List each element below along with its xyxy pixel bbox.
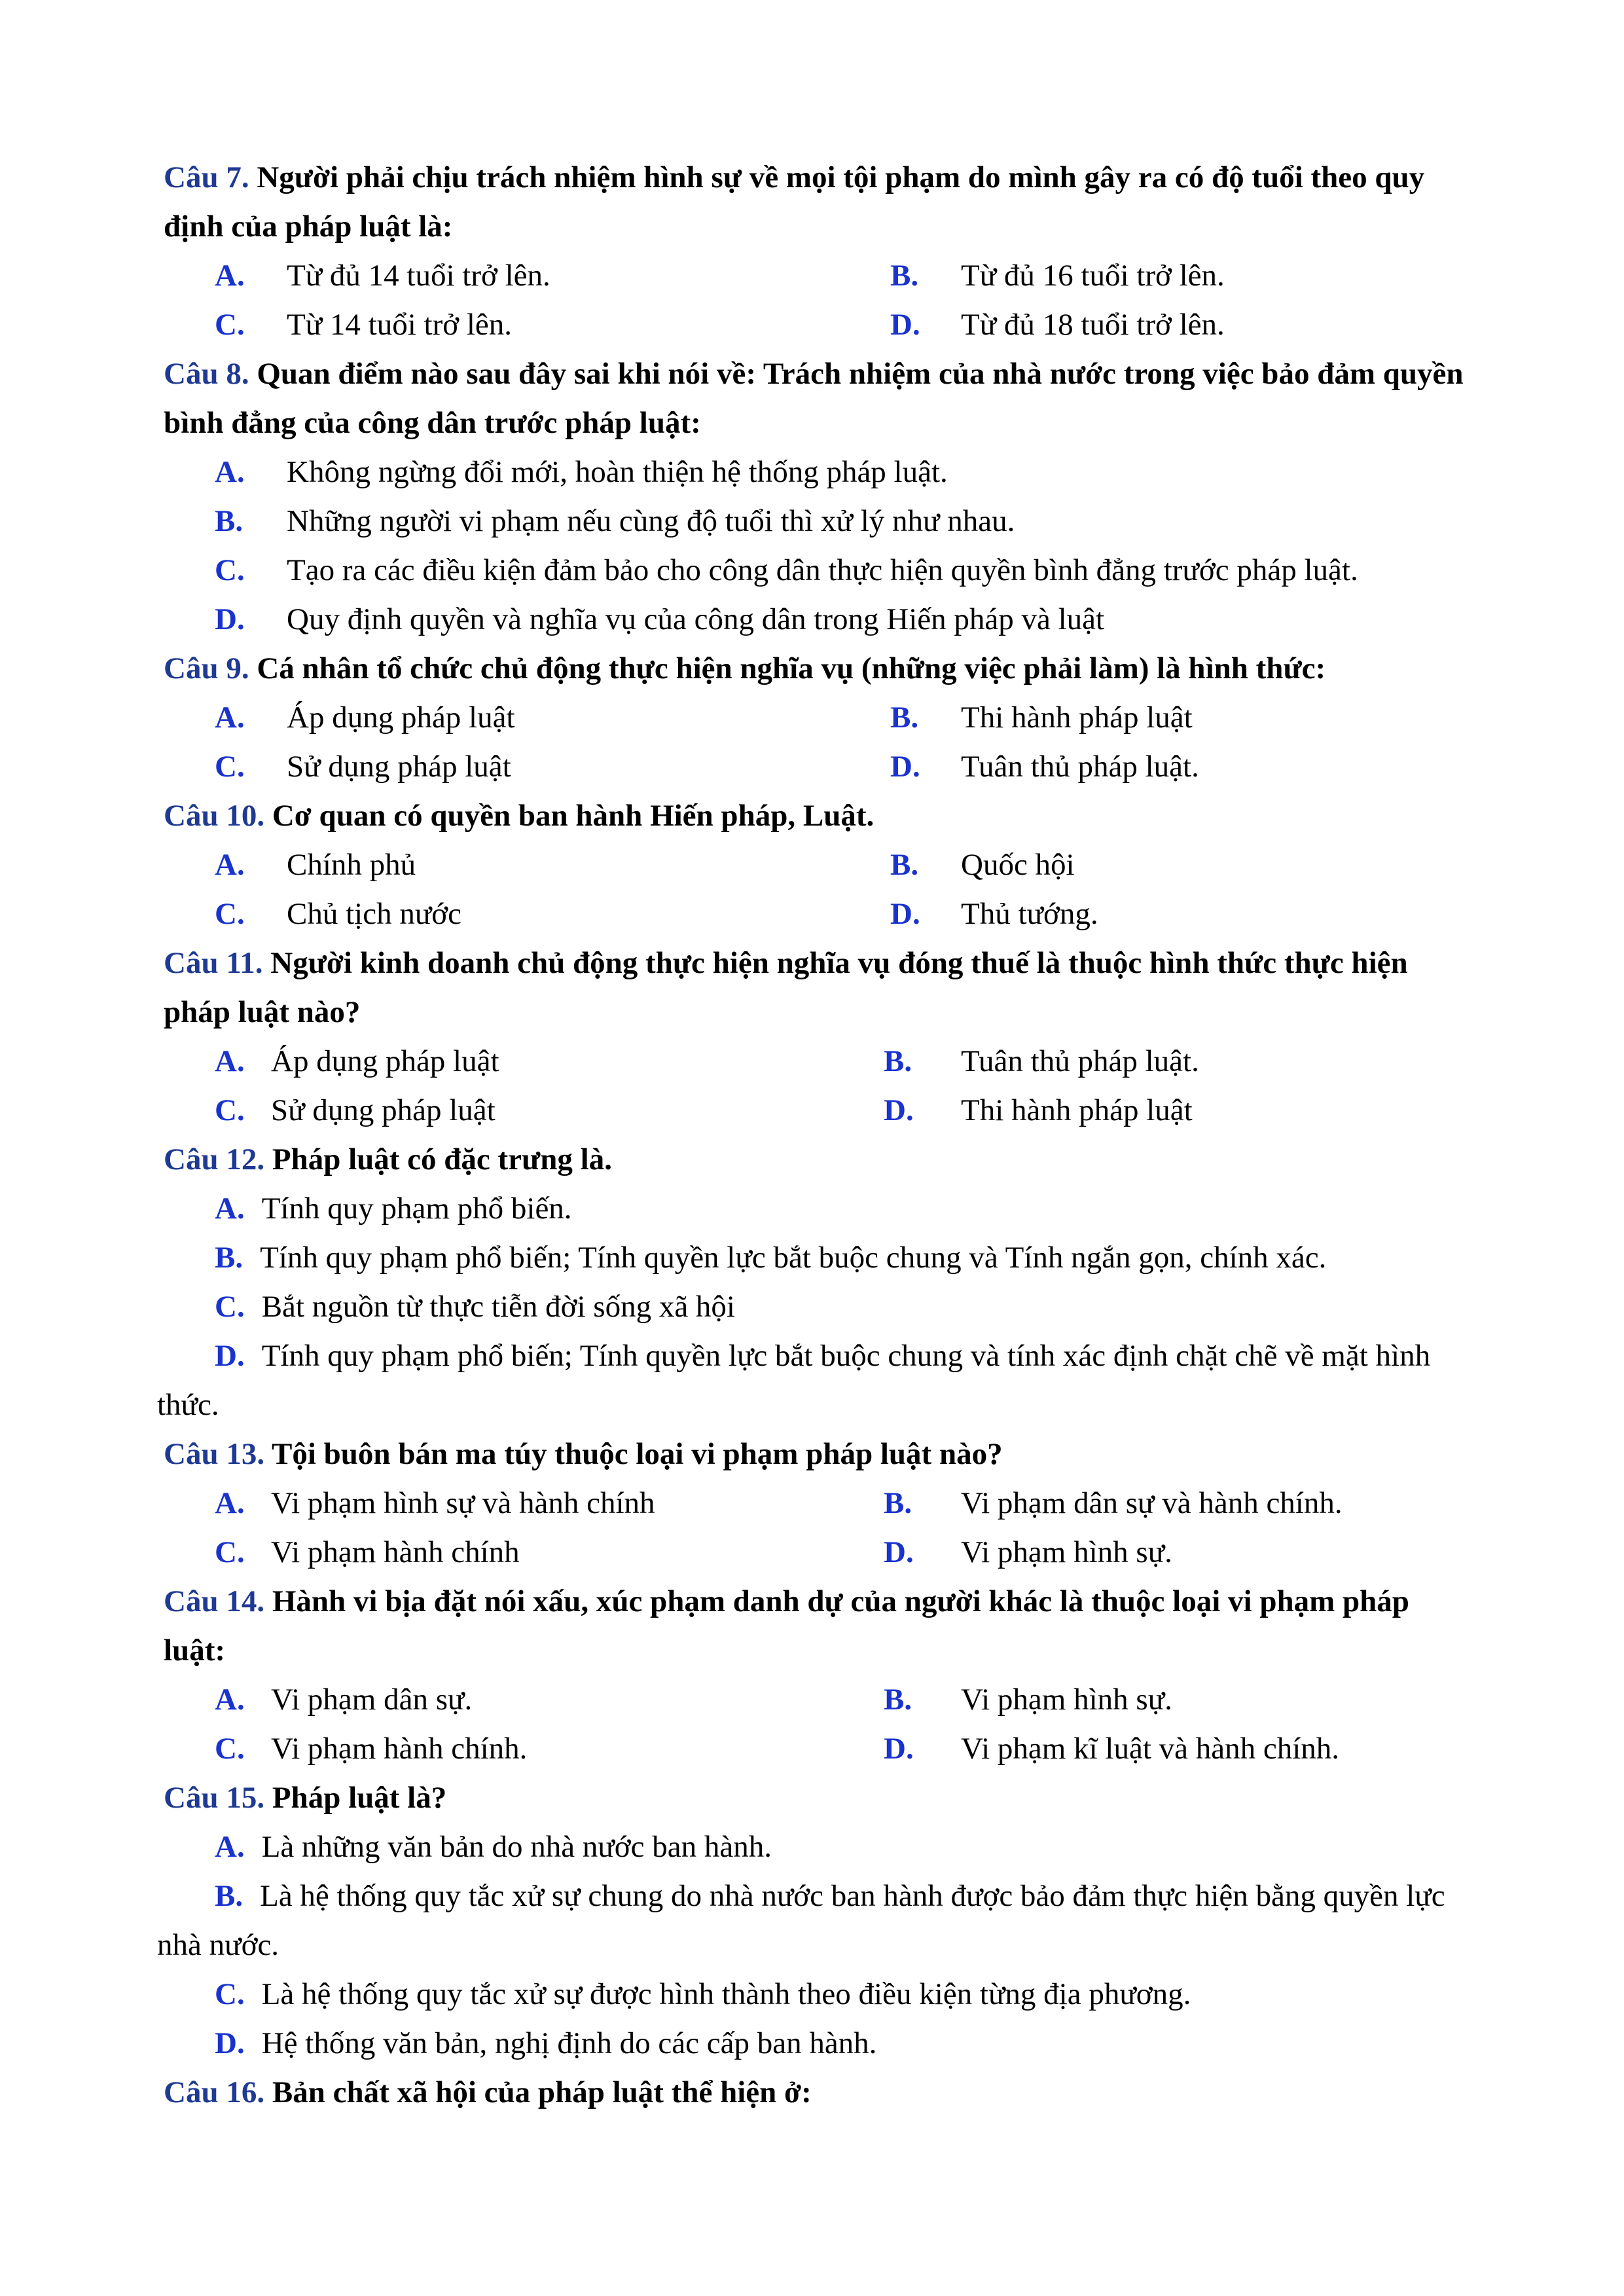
answer-option[interactable] bbox=[157, 2019, 1473, 2068]
option-text: Từ đủ 18 tuổi trở lên. bbox=[961, 308, 1225, 342]
answer-option[interactable] bbox=[157, 448, 1473, 497]
option-text: Từ 14 tuổi trở lên. bbox=[287, 308, 513, 342]
answer-option[interactable] bbox=[157, 1184, 1473, 1233]
question-block bbox=[157, 1430, 1473, 1577]
option-text: Là những văn bản do nhà nước ban hành. bbox=[261, 1830, 772, 1864]
option-text: Vi phạm hành chính. bbox=[271, 1732, 528, 1766]
option-text: Quốc hội bbox=[961, 848, 1075, 882]
option-letter: D. bbox=[884, 1535, 914, 1569]
option-letter: C. bbox=[215, 1093, 245, 1127]
option-text: Quy định quyền và nghĩa vụ của công dân trong Hiến pháp và luật bbox=[287, 602, 1105, 636]
option-row bbox=[157, 1037, 1473, 1086]
question-text: Pháp luật có đặc trưng là. bbox=[264, 1142, 612, 1176]
option-text: Tuân thủ pháp luật. bbox=[961, 750, 1199, 784]
option-text: Những người vi phạm nếu cùng độ tuổi thì xử lý như nhau. bbox=[287, 504, 1015, 538]
question-number: Câu 7. bbox=[164, 160, 249, 194]
answer-option[interactable] bbox=[157, 546, 1473, 595]
option-text: Vi phạm hành chính bbox=[271, 1535, 520, 1569]
option-text: Chính phủ bbox=[287, 848, 416, 882]
option-text: Thi hành pháp luật bbox=[961, 1093, 1193, 1127]
option-letter: C. bbox=[215, 1732, 245, 1766]
option-text: Vi phạm hình sự và hành chính bbox=[271, 1486, 655, 1520]
question-number: Câu 13. bbox=[164, 1437, 265, 1471]
option-text: Vi phạm dân sự. bbox=[271, 1683, 473, 1717]
question-block bbox=[157, 153, 1473, 350]
option-text: Sử dụng pháp luật bbox=[287, 750, 511, 784]
option-letter: B. bbox=[890, 848, 919, 882]
option-letter: A. bbox=[215, 1486, 245, 1520]
option-row bbox=[157, 1086, 1473, 1135]
option-row bbox=[157, 841, 1473, 890]
option-letter: B. bbox=[215, 1241, 244, 1275]
option-letter: C. bbox=[215, 897, 245, 931]
option-letter: B. bbox=[884, 1486, 912, 1520]
question-number: Câu 11. bbox=[164, 946, 263, 980]
option-letter: A. bbox=[215, 1830, 245, 1864]
question-stem bbox=[157, 1430, 1473, 1479]
option-text: Vi phạm hình sự. bbox=[961, 1683, 1172, 1717]
option-letter: D. bbox=[890, 897, 920, 931]
question-block bbox=[157, 792, 1473, 939]
question-block bbox=[157, 1774, 1473, 2068]
option-letter: B. bbox=[890, 701, 919, 735]
option-text: Từ đủ 16 tuổi trở lên. bbox=[961, 259, 1225, 293]
option-letter: A. bbox=[215, 1683, 245, 1717]
question-block bbox=[157, 1135, 1473, 1430]
option-letter: D. bbox=[890, 750, 920, 784]
question-text: Hành vi bịa đặt nói xấu, xúc phạm danh dự của người khác là thuộc loại vi phạm pháp luật: bbox=[164, 1584, 1409, 1667]
option-text: Thủ tướng. bbox=[961, 897, 1098, 931]
option-letter: D. bbox=[215, 602, 245, 636]
question-text: Cá nhân tổ chức chủ động thực hiện nghĩa vụ (những việc phải làm) là hình thức: bbox=[249, 651, 1326, 685]
option-letter: B. bbox=[215, 504, 244, 538]
option-text: Sử dụng pháp luật bbox=[271, 1093, 496, 1127]
option-letter: D. bbox=[884, 1093, 914, 1127]
question-stem bbox=[157, 1774, 1473, 1823]
option-letter: C. bbox=[215, 308, 245, 342]
answer-option[interactable] bbox=[157, 1233, 1473, 1283]
question-stem bbox=[157, 153, 1473, 251]
option-row bbox=[157, 251, 1473, 301]
answer-option[interactable] bbox=[157, 497, 1473, 546]
option-text: Tạo ra các điều kiện đảm bảo cho công dân thực hiện quyền bình đẳng trước pháp luật. bbox=[287, 553, 1358, 587]
option-letter: C. bbox=[215, 1535, 245, 1569]
question-number: Câu 9. bbox=[164, 651, 249, 685]
question-block bbox=[157, 350, 1473, 644]
option-text: Chủ tịch nước bbox=[287, 897, 462, 931]
question-stem bbox=[157, 1577, 1473, 1675]
option-letter: A. bbox=[215, 701, 245, 735]
option-letter: D. bbox=[890, 308, 920, 342]
question-text: Quan điểm nào sau đây sai khi nói về: Trách nhiệm của nhà nước trong việc bảo đảm quyền bình đẳng của công dân trước pháp luật: bbox=[164, 357, 1464, 440]
option-text: Là hệ thống quy tắc xử sự được hình thành theo điều kiện từng địa phương. bbox=[261, 1977, 1191, 2011]
question-text: Người phải chịu trách nhiệm hình sự về mọi tội phạm do mình gây ra có độ tuổi theo quy định của pháp luật là: bbox=[164, 160, 1425, 244]
option-text: Hệ thống văn bản, nghị định do các cấp ban hành. bbox=[261, 2026, 877, 2060]
option-letter: B. bbox=[890, 259, 919, 293]
question-text: Người kinh doanh chủ động thực hiện nghĩa vụ đóng thuế là thuộc hình thức thực hiện pháp luật nào? bbox=[164, 946, 1408, 1029]
option-letter: A. bbox=[215, 259, 245, 293]
option-row bbox=[157, 742, 1473, 792]
option-letter: B. bbox=[884, 1044, 912, 1078]
question-text: Cơ quan có quyền ban hành Hiến pháp, Luật. bbox=[264, 799, 875, 833]
question-number: Câu 15. bbox=[164, 1781, 265, 1815]
option-row bbox=[157, 1528, 1473, 1577]
option-text: Từ đủ 14 tuổi trở lên. bbox=[287, 259, 550, 293]
option-text: Vi phạm hình sự. bbox=[961, 1535, 1172, 1569]
option-letter: A. bbox=[215, 455, 245, 489]
question-text: Tội buôn bán ma túy thuộc loại vi phạm pháp luật nào? bbox=[264, 1437, 1003, 1471]
option-letter: D. bbox=[884, 1732, 914, 1766]
question-stem bbox=[157, 939, 1473, 1037]
answer-option[interactable] bbox=[157, 1970, 1473, 2019]
option-letter: A. bbox=[215, 1044, 245, 1078]
question-block bbox=[157, 939, 1473, 1135]
question-number: Câu 8. bbox=[164, 357, 249, 391]
question-stem bbox=[157, 350, 1473, 448]
option-letter: B. bbox=[215, 1879, 244, 1913]
question-stem bbox=[157, 1135, 1473, 1184]
option-text: Tính quy phạm phổ biến; Tính quyền lực bắt buộc chung và Tính ngắn gọn, chính xác. bbox=[260, 1241, 1327, 1275]
question-stem bbox=[157, 2068, 1473, 2117]
option-letter: A. bbox=[215, 1192, 245, 1226]
option-row bbox=[157, 890, 1473, 939]
question-block bbox=[157, 644, 1473, 792]
option-letter: C. bbox=[215, 750, 245, 784]
question-number: Câu 12. bbox=[164, 1142, 265, 1176]
option-text: Vi phạm kĩ luật và hành chính. bbox=[961, 1732, 1340, 1766]
option-text: Áp dụng pháp luật bbox=[287, 701, 515, 735]
option-text: Tính quy phạm phổ biến. bbox=[261, 1192, 572, 1226]
question-number: Câu 14. bbox=[164, 1584, 265, 1618]
option-text: Tính quy phạm phổ biến; Tính quyền lực bắt buộc chung và tính xác định chặt chẽ về mặt hình thức. bbox=[157, 1339, 1431, 1422]
option-text: Bắt nguồn từ thực tiễn đời sống xã hội bbox=[261, 1290, 735, 1324]
question-stem bbox=[157, 644, 1473, 693]
question-block bbox=[157, 2068, 1473, 2117]
option-letter: C. bbox=[215, 1290, 245, 1324]
question-number: Câu 16. bbox=[164, 2075, 265, 2109]
option-letter: C. bbox=[215, 1977, 245, 2011]
option-letter: D. bbox=[215, 1339, 245, 1373]
option-text: Là hệ thống quy tắc xử sự chung do nhà nước ban hành được bảo đảm thực hiện bằng quyền lực nhà nước. bbox=[157, 1879, 1445, 1962]
answer-option[interactable] bbox=[157, 1823, 1473, 1872]
option-text: Vi phạm dân sự và hành chính. bbox=[961, 1486, 1343, 1520]
question-block bbox=[157, 1577, 1473, 1774]
question-text: Pháp luật là? bbox=[264, 1781, 447, 1815]
option-row bbox=[157, 1479, 1473, 1528]
option-text: Thi hành pháp luật bbox=[961, 701, 1193, 735]
option-row bbox=[157, 1675, 1473, 1724]
question-list bbox=[157, 153, 1473, 2117]
question-text: Bản chất xã hội của pháp luật thể hiện ở: bbox=[264, 2075, 812, 2109]
option-row bbox=[157, 693, 1473, 742]
question-number: Câu 10. bbox=[164, 799, 265, 833]
option-text: Tuân thủ pháp luật. bbox=[961, 1044, 1199, 1078]
option-text: Không ngừng đổi mới, hoàn thiện hệ thống pháp luật. bbox=[287, 455, 948, 489]
answer-option[interactable] bbox=[157, 1283, 1473, 1332]
option-letter: D. bbox=[215, 2026, 245, 2060]
option-row bbox=[157, 1724, 1473, 1774]
option-letter: B. bbox=[884, 1683, 912, 1717]
answer-option[interactable] bbox=[157, 1872, 1473, 1970]
option-letter: A. bbox=[215, 848, 245, 882]
option-letter: C. bbox=[215, 553, 245, 587]
option-text: Áp dụng pháp luật bbox=[271, 1044, 499, 1078]
question-stem bbox=[157, 792, 1473, 841]
option-row bbox=[157, 301, 1473, 350]
answer-option[interactable] bbox=[157, 1332, 1473, 1430]
answer-option[interactable] bbox=[157, 595, 1473, 644]
